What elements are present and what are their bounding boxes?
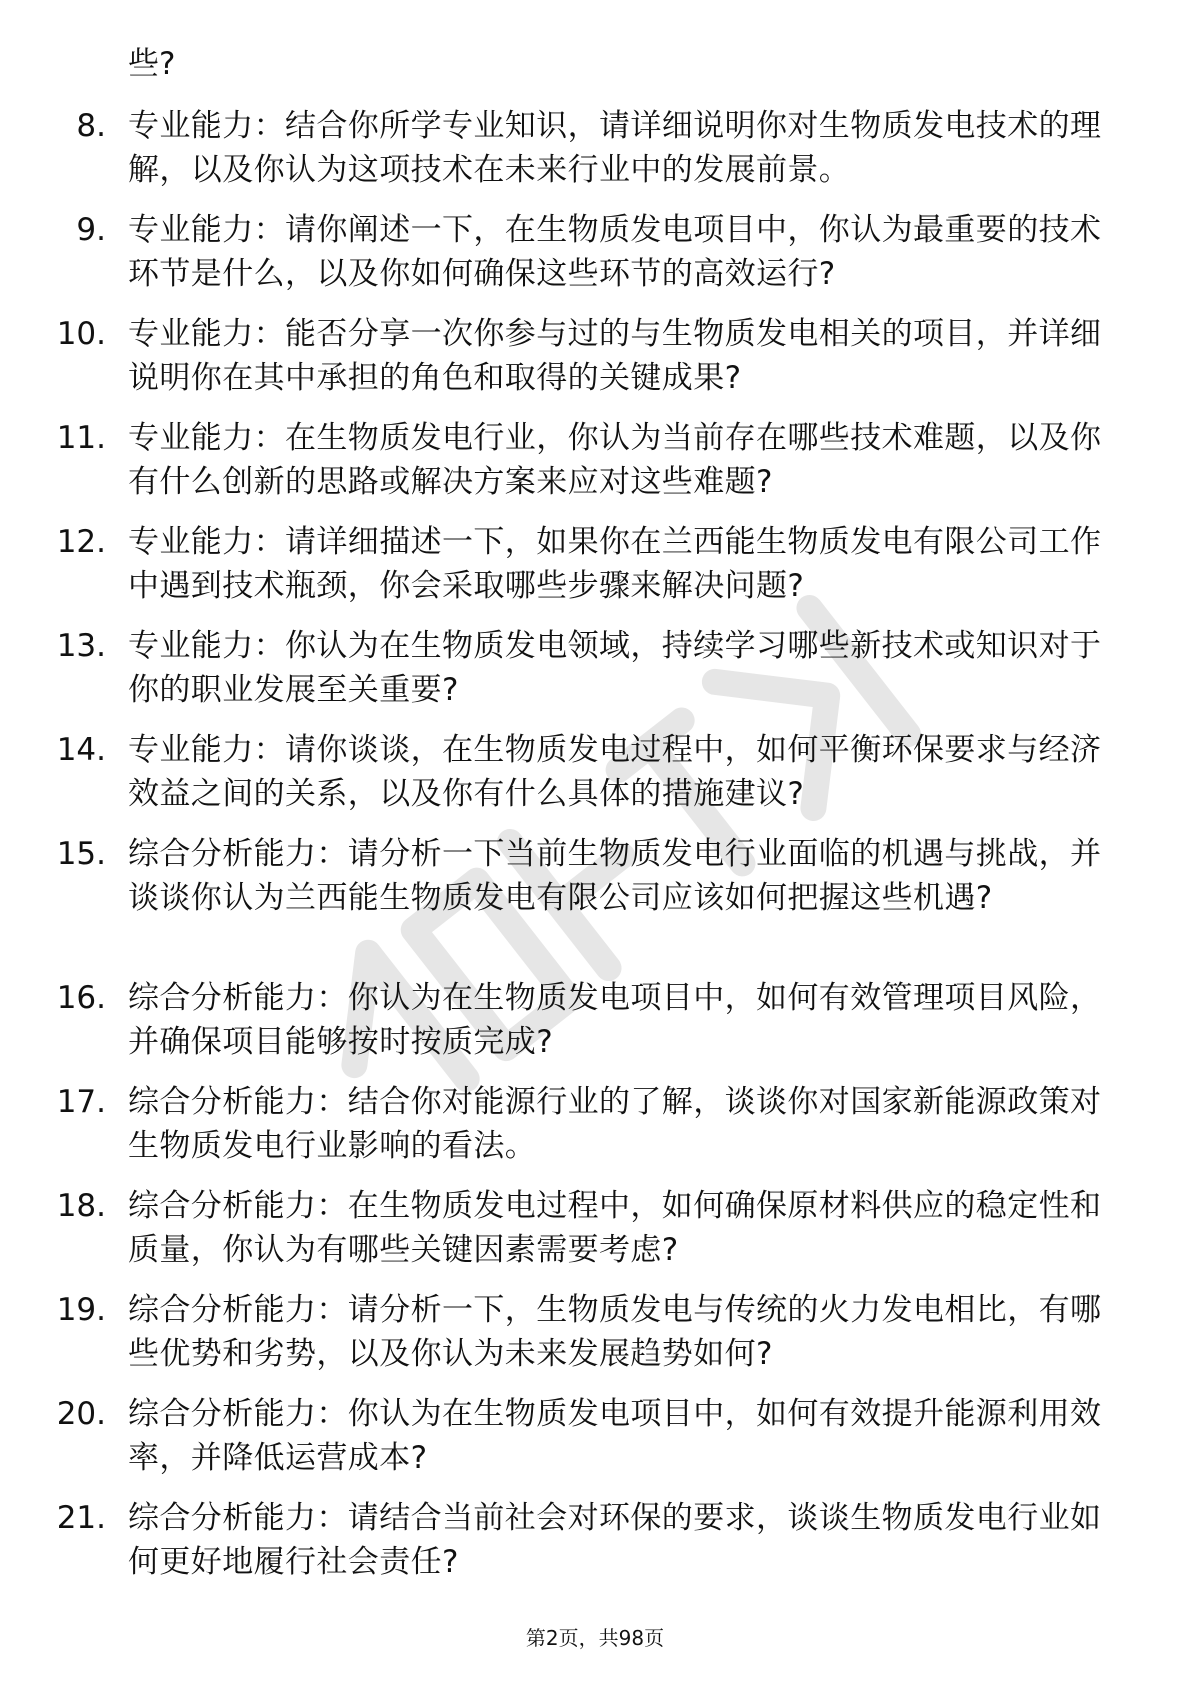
question-item xyxy=(0,1392,1190,1496)
question-item xyxy=(0,104,1190,208)
question-number: 21. xyxy=(56,1500,106,1536)
question-text: 综合分析能力：请分析一下，生物质发电与传统的火力发电相比，有哪些优势和劣势，以及你认为未来发展趋势如何? xyxy=(128,1292,1102,1372)
question-number: 12. xyxy=(56,524,106,560)
question-item xyxy=(0,312,1190,416)
question-item xyxy=(0,416,1190,520)
question-item xyxy=(0,976,1190,1080)
question-number: 18. xyxy=(56,1188,106,1224)
question-text: 专业能力：能否分享一次你参与过的与生物质发电相关的项目，并详细说明你在其中承担的角色和取得的关键成果? xyxy=(128,316,1102,396)
question-text: 专业能力：请详细描述一下，如果你在兰西能生物质发电有限公司工作中遇到技术瓶颈，你会采取哪些步骤来解决问题? xyxy=(128,524,1102,604)
question-item xyxy=(0,1184,1190,1288)
question-number: 13. xyxy=(56,628,106,664)
question-text: 综合分析能力：你认为在生物质发电项目中，如何有效管理项目风险，并确保项目能够按时按质完成? xyxy=(128,980,1102,1060)
question-item xyxy=(0,1080,1190,1184)
question-number: 9. xyxy=(76,212,106,248)
question-item xyxy=(0,728,1190,832)
question-text: 专业能力：请你阐述一下，在生物质发电项目中，你认为最重要的技术环节是什么，以及你如何确保这些环节的高效运行? xyxy=(128,212,1102,292)
question-item xyxy=(0,1288,1190,1392)
question-number: 10. xyxy=(56,316,106,352)
question-text: 综合分析能力：请分析一下当前生物质发电行业面临的机遇与挑战，并谈谈你认为兰西能生物质发电有限公司应该如何把握这些机遇? xyxy=(128,836,1102,916)
question-text: 专业能力：请你谈谈，在生物质发电过程中，如何平衡环保要求与经济效益之间的关系，以及你有什么具体的措施建议? xyxy=(128,732,1102,812)
question-number: 15. xyxy=(56,836,106,872)
question-text: 专业能力：结合你所学专业知识，请详细说明你对生物质发电技术的理解，以及你认为这项技术在未来行业中的发展前景。 xyxy=(128,108,1102,188)
question-number: 14. xyxy=(56,732,106,768)
question-item xyxy=(0,520,1190,624)
question-number: 16. xyxy=(56,980,106,1016)
question-number: 11. xyxy=(56,420,106,456)
question-text: 专业能力：在生物质发电行业，你认为当前存在哪些技术难题，以及你有什么创新的思路或解决方案来应对这些难题? xyxy=(128,420,1102,500)
question-number: 8. xyxy=(76,108,106,144)
question-text: 综合分析能力：在生物质发电过程中，如何确保原材料供应的稳定性和质量，你认为有哪些关键因素需要考虑? xyxy=(128,1188,1102,1268)
question-item xyxy=(0,624,1190,728)
question-item xyxy=(0,832,1190,976)
question-text: 综合分析能力：请结合当前社会对环保的要求，谈谈生物质发电行业如何更好地履行社会责任? xyxy=(128,1500,1102,1580)
question-list xyxy=(0,104,1190,1600)
page-footer: 第2页，共98页 xyxy=(525,1626,665,1650)
question-number: 20. xyxy=(56,1396,106,1432)
question-number: 19. xyxy=(56,1292,106,1328)
question-text: 综合分析能力：你认为在生物质发电项目中，如何有效提升能源利用效率，并降低运营成本? xyxy=(128,1396,1102,1476)
continuation-text: 些? xyxy=(128,46,176,82)
question-text: 专业能力：你认为在生物质发电领域，持续学习哪些新技术或知识对于你的职业发展至关重要? xyxy=(128,628,1102,708)
question-number: 17. xyxy=(56,1084,106,1120)
question-item xyxy=(0,1496,1190,1600)
question-text: 综合分析能力：结合你对能源行业的了解，谈谈你对国家新能源政策对生物质发电行业影响的看法。 xyxy=(128,1084,1102,1164)
question-item xyxy=(0,208,1190,312)
